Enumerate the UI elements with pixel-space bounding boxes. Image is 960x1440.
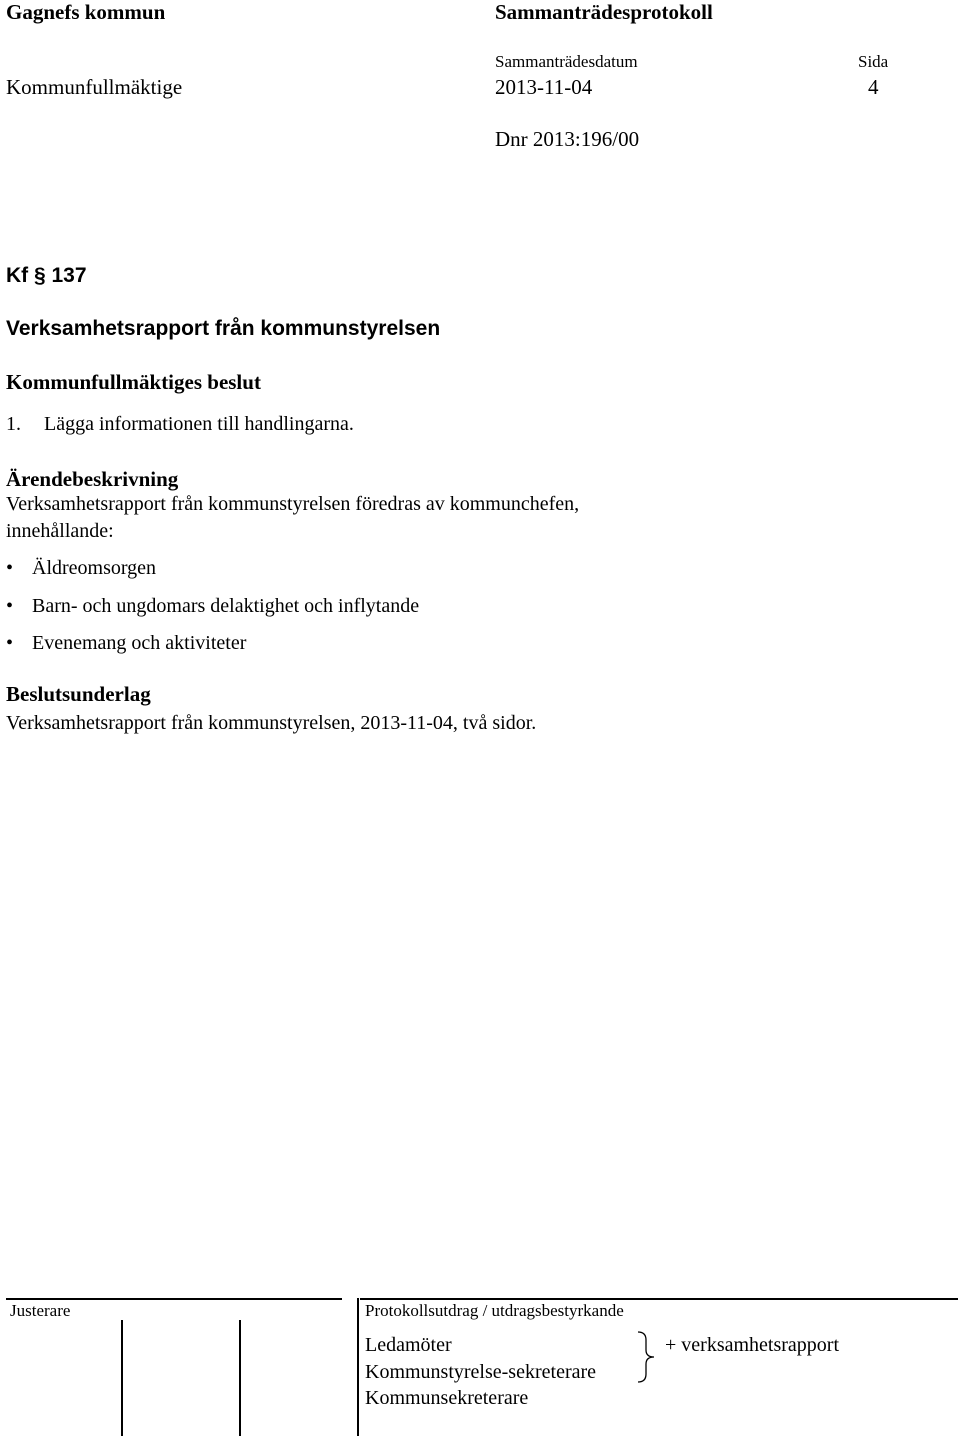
list-item-text: Evenemang och aktiviteter — [32, 632, 247, 654]
page-number: 4 — [868, 75, 879, 99]
recipient: Ledamöter — [365, 1334, 452, 1356]
description-line: innehållande: — [6, 520, 114, 542]
list-item-text: Barn- och ungdomars delaktighet och inflytande — [32, 595, 420, 617]
paragraph-id: Kf § 137 — [6, 264, 87, 287]
page-label: Sida — [858, 52, 889, 71]
decision-body: Kommunfullmäktige — [6, 75, 183, 99]
decision-heading: Kommunfullmäktiges beslut — [6, 370, 261, 394]
list-item — [6, 633, 246, 653]
list-item-text: Äldreomsorgen — [32, 557, 157, 579]
description-heading: Ärendebeskrivning — [6, 467, 179, 491]
footer-divider — [6, 1298, 342, 1300]
meeting-date-label: Sammanträdesdatum — [495, 52, 638, 71]
description-line: Verksamhetsrapport från kommunstyrelsen föredras av kommunchefen, — [6, 493, 580, 515]
justerare-label: Justerare — [10, 1301, 71, 1320]
list-item — [6, 558, 156, 578]
organization-name: Gagnefs kommun — [6, 0, 166, 24]
meeting-date: 2013-11-04 — [495, 75, 593, 99]
signature-box-divider — [121, 1320, 123, 1436]
curly-brace-icon — [636, 1330, 660, 1384]
case-title: Verksamhetsrapport från kommunstyrelsen — [6, 317, 441, 340]
decision-item-number: 1. — [6, 413, 21, 435]
signature-box-divider — [239, 1320, 241, 1436]
bullet-icon: • — [6, 595, 14, 617]
recipient: Kommunstyrelse-sekreterare — [365, 1361, 597, 1383]
decision-item-text: Lägga informationen till handlingarna. — [44, 413, 354, 435]
recipient: Kommunsekreterare — [365, 1387, 529, 1409]
bullet-icon: • — [6, 557, 14, 579]
footer-column-divider — [357, 1298, 359, 1436]
document-type: Sammanträdesprotokoll — [495, 0, 713, 24]
decision-item — [6, 414, 354, 434]
bullet-icon: • — [6, 632, 14, 654]
footer-divider — [360, 1298, 958, 1300]
extract-label: Protokollsutdrag / utdragsbestyrkande — [365, 1301, 624, 1320]
list-item — [6, 596, 419, 616]
attachment-note: + verksamhetsrapport — [665, 1334, 840, 1356]
basis-text: Verksamhetsrapport från kommunstyrelsen, 2013-11-04, två sidor. — [6, 712, 537, 734]
basis-heading: Beslutsunderlag — [6, 682, 151, 706]
registration-number: Dnr 2013:196/00 — [495, 127, 640, 151]
